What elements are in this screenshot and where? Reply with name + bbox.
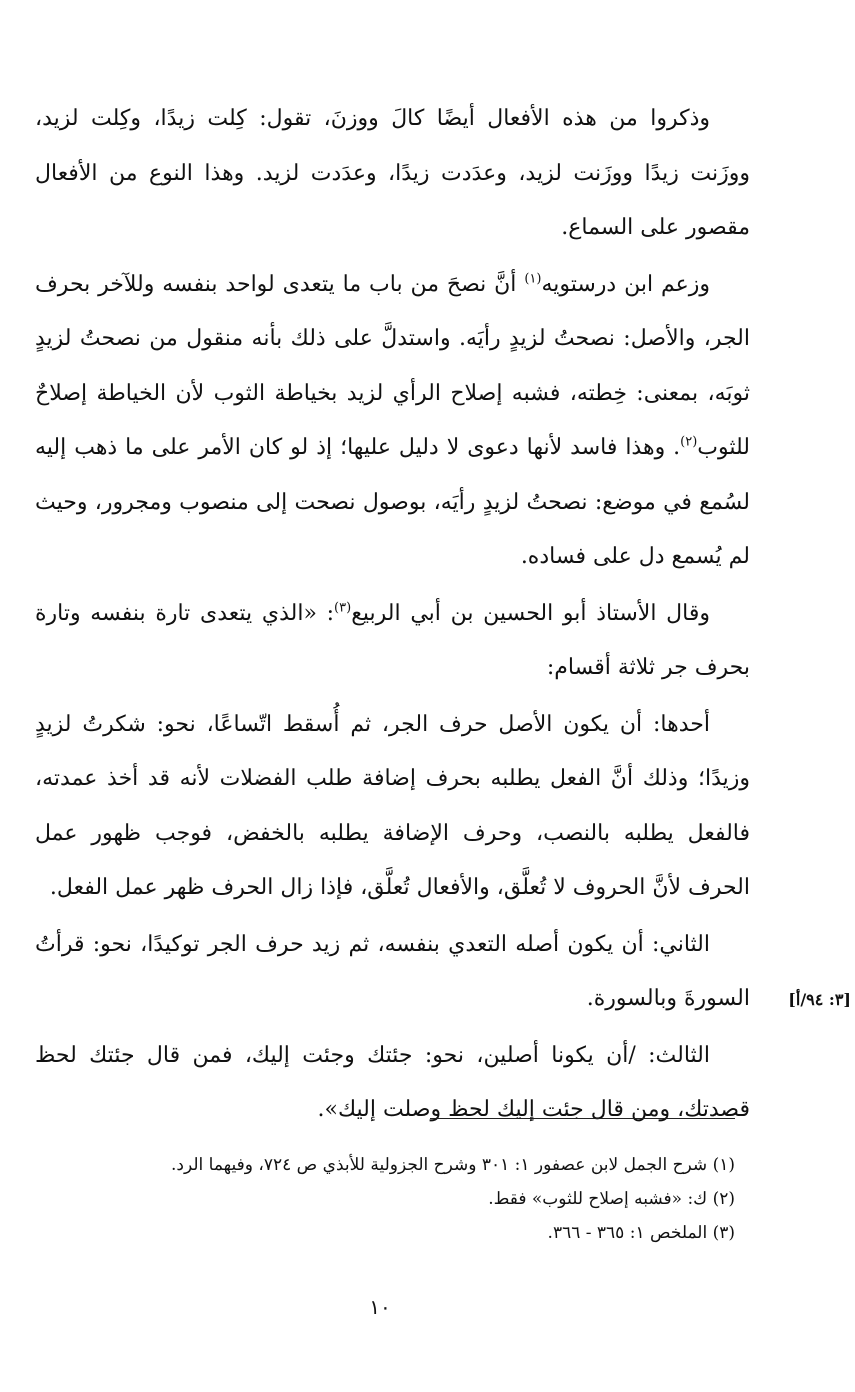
paragraph-6: الثالث: /أن يكونا أصلين، نحو: جئتك وجئت إليك، فمن قال جئتك لحظ قصدتك، ومن قال جئت إليك لحظ وصلت إليك». xyxy=(35,1042,750,1122)
paragraph-5: الثاني: أن يكون أصله التعدي بنفسه، ثم زيد حرف الجر توكيدًا، نحو: قرأتُ السورةَ وبالسورة. xyxy=(35,931,750,1011)
footnote-separator xyxy=(430,1118,735,1119)
paragraph-3-text-a: وقال الأستاذ أبو الحسين بن أبي الربيع xyxy=(351,600,711,626)
paragraph-2 xyxy=(35,258,750,585)
paragraph-2-text-c: . وهذا فاسد لأنها دعوى لا دليل عليها؛ إذ لو كان الأمر على ما ذهب إليه لسُمع في موضع: نصحتُ لزيدٍ رأيَه، بوصول نصحت إلى منصوب ومجرور، وحيث لم يُسمع دل على فساده. xyxy=(35,435,750,569)
main-text xyxy=(35,92,750,1140)
footnote-2: (٢) ك: «فشبه إصلاح للثوب» فقط. xyxy=(488,1189,735,1209)
footnote-ref-2: (٢) xyxy=(680,434,698,450)
paragraph-3 xyxy=(35,587,750,696)
footnote-3: (٣) الملخص ١: ٣٦٥ - ٣٦٦. xyxy=(547,1223,735,1243)
page-number: ١٠ xyxy=(369,1295,391,1319)
paragraph-2-text-b: أنَّ نصحَ من باب ما يتعدى لواحد بنفسه وللآخر بحرف الجر، والأصل: نصحتُ لزيدٍ رأيَه. واستدلَّ على ذلك بأنه منقول من نصحتُ لزيدٍ ثوبَه، بمعنى: خِطته، فشبه إصلاح الرأي لزيد بخياطة الثوب لأن الخياطة إصلاحٌ للثوب xyxy=(35,271,750,460)
footnote-1: (١) شرح الجمل لابن عصفور ١: ٣٠١ وشرح الجزولية للأبذي ص ٧٢٤، وفيهما الرد. xyxy=(171,1155,735,1175)
manuscript-margin-note: [٣: ٩٤/أ] xyxy=(788,990,851,1009)
paragraph-4: أحدها: أن يكون الأصل حرف الجر، ثم أُسقط اتّساعًا، نحو: شكرتُ لزيدٍ وزيدًا؛ وذلك أنَّ الفعل يطلبه بحرف إضافة طلب الفضلات لأنه قد أخذ عمدته، فالفعل يطلبه بالنصب، وحرف الإضافة يطلبه بالخفض، فوجب ظهور عمل الحرف لأنَّ الحروف لا تُعلَّق، والأفعال تُعلَّق، فإذا زال الحرف ظهر عمل الفعل. xyxy=(35,711,750,900)
paragraph-1: وذكروا من هذه الأفعال أيضًا كالَ ووزنَ، تقول: كِلت زيدًا، وكِلت لزيد، ووزَنت زيدًا ووزَنت لزيد، وعدَدت زيدًا، وعدَدت لزيد. وهذا النوع من الأفعال مقصور على السماع. xyxy=(35,106,750,240)
footnotes xyxy=(35,1148,735,1250)
paragraph-3-text-b: : «الذي يتعدى تارة بنفسه وتارة بحرف جر ثلاثة أقسام: xyxy=(35,600,750,680)
footnote-ref-1: (١) xyxy=(524,271,542,287)
footnote-ref-3: (٣) xyxy=(334,600,352,616)
paragraph-2-text-a: وزعم ابن درستويه xyxy=(541,271,710,297)
